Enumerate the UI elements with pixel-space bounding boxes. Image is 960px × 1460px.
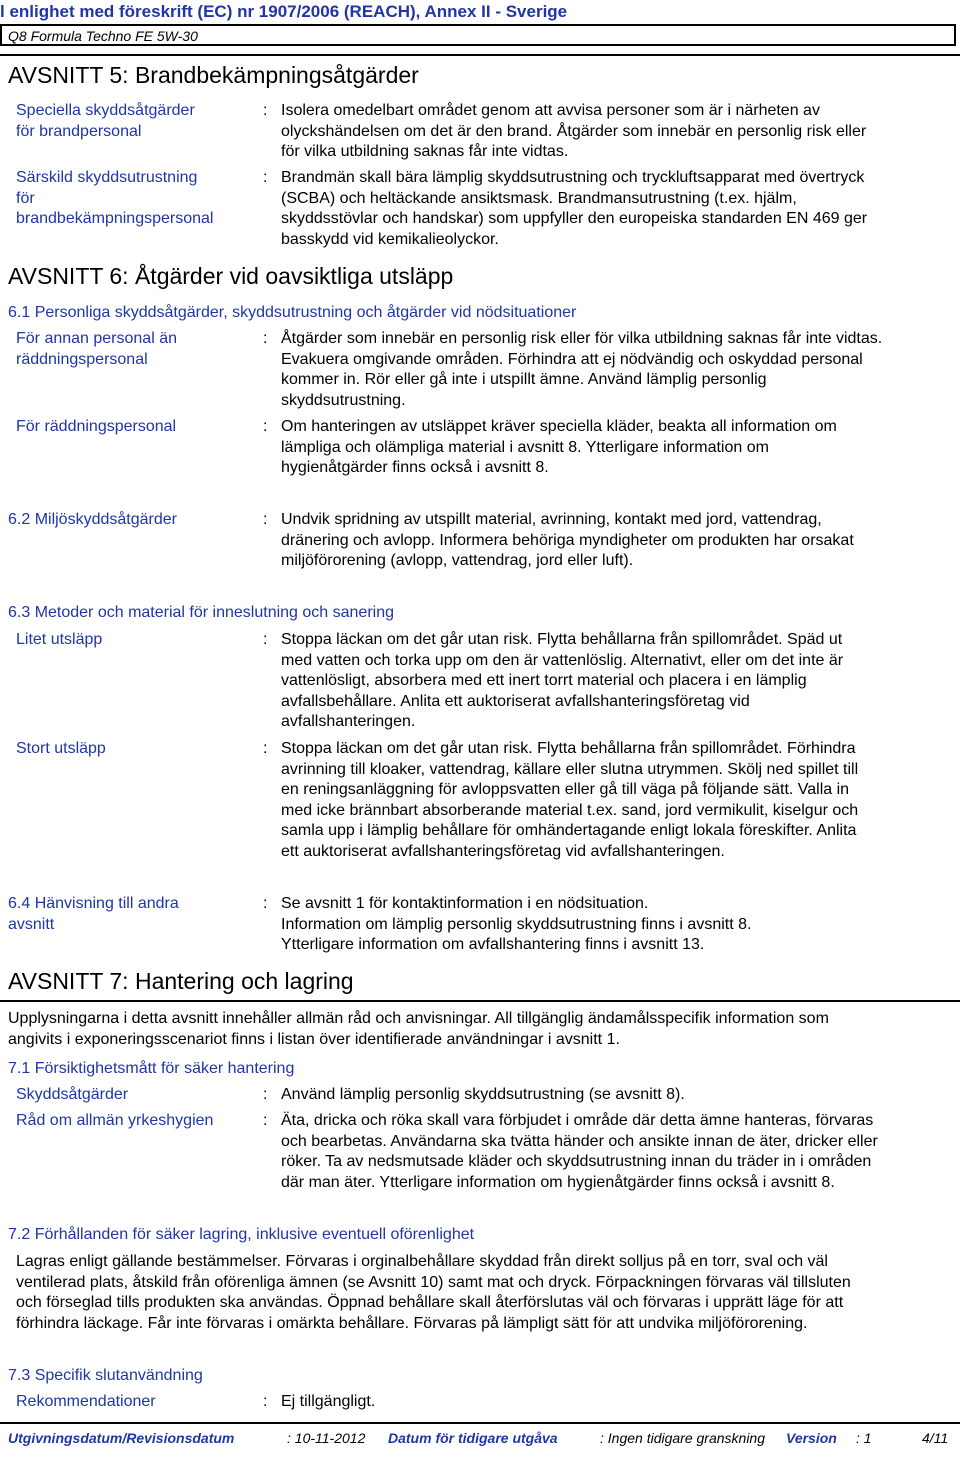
label-line: 6.4 Hänvisning till andra [8, 895, 179, 912]
text-line: Åtgärder som innebär en personlig risk eller för vilka utbildning saknas får inte vidtas. [281, 330, 883, 347]
text-line: avfallsbehållare. Anlita ett auktoriserat avfallshanteringsföretag vid [281, 692, 750, 710]
footer-version-label: Version [786, 1430, 837, 1446]
footer-previous-label: Datum för tidigare utgåva [388, 1430, 558, 1446]
text-line: förhindra läckage. Får inte förvaras i omärkta behållare. Förvaras på lämpligt sätt för att undvika miljöförorening. [16, 1314, 808, 1332]
text-line: avfallshanteringen. [281, 713, 416, 730]
section-divider [0, 1000, 960, 1002]
text-line: skyddsutrustning. [281, 391, 406, 409]
environmental-precautions-label [8, 510, 177, 531]
footer-divider [0, 1422, 960, 1424]
firefighter-equipment-label [16, 168, 213, 230]
fire-protection-label [16, 101, 195, 142]
product-name-box [0, 24, 956, 46]
text-line: dränering och avlopp. Informera behöriga myndigheter om produkten har orsakat [281, 531, 854, 549]
colon: : [263, 169, 268, 186]
text-line: Brandmän skall bära lämplig skyddsutrustning och tryckluftsapparat med övertryck [281, 169, 865, 186]
text-line: och förseglad tills produkten ska användas. Öppnad behållare skall återförslutas väl och förvaras i upprätt läge för att [16, 1294, 844, 1311]
text-line: Isolera omedelbart området genom att avvisa personer som är i närheten av [281, 102, 820, 119]
text-line: ett auktoriserat avfallshanteringsföretag vid avfallshanteringen. [281, 842, 725, 860]
text-line: Använd lämplig personlig skyddsutrustning (se avsnitt 8). [281, 1086, 685, 1103]
footer-date-label: Utgivningsdatum/Revisionsdatum [8, 1430, 235, 1446]
storage-conditions-text [16, 1252, 948, 1334]
text-line: ventilerad plats, åtskild från oförenliga ämnen (se Avsnitt 10) samt mat och dryck. Förpackningen förvaras väl tillsluten [16, 1273, 851, 1291]
label-line: Skyddsåtgärder [16, 1086, 129, 1103]
text-line: Se avsnitt 1 för kontaktinformation i en nödsituation. [281, 895, 649, 912]
protective-measures-label [16, 1085, 128, 1106]
text-line: en reningsanläggning för avloppsvatten eller gå till väga på följande sätt. Valla in [281, 781, 850, 798]
section-divider [0, 54, 960, 56]
footer-date-value: : 10-11-2012 [287, 1430, 366, 1446]
protective-measures-text [281, 1085, 953, 1106]
colon: : [263, 102, 268, 119]
label-line: För räddningspersonal [16, 418, 177, 435]
colon: : [263, 1086, 268, 1103]
large-spill-label [16, 739, 106, 760]
text-line: vattenlösligt, absorbera med ett inert torrt material och placera i en lämplig [281, 672, 807, 689]
text-line: där man äter. Ytterligare information om hygienåtgärder finns också i avsnitt 8. [281, 1173, 835, 1191]
text-line: angivits i exponeringsscenariot finns i listan över identifierade användningar i avsnitt 1. [8, 1030, 620, 1048]
text-line: Lagras enligt gällande bestämmelser. Förvaras i orginalbehållare skyddad från direkt solljus på en torr, sval och väl [16, 1253, 828, 1270]
footer-version-value: : 1 [856, 1430, 872, 1446]
label-line: För annan personal än [16, 330, 177, 347]
colon: : [263, 1393, 268, 1410]
text-line: avrinning till kloaker, vattendrag, källare eller slutna utrymmen. Skölj ned spillet till [281, 760, 859, 778]
reference-sections-label [8, 894, 179, 935]
text-line: Upplysningarna i detta avsnitt innehåller allmän råd och anvisningar. All tillgänglig ändamålsspecifik information som [8, 1010, 829, 1027]
text-line: skyddsstövlar och handskar) som uppfyller den europeiska standarden EN 469 ger [281, 210, 868, 227]
environmental-precautions-text [281, 510, 953, 572]
label-line: Råd om allmän yrkeshygien [16, 1112, 214, 1129]
text-line: Stoppa läckan om det går utan risk. Flytta behållarna från spillområdet. Späd ut [281, 631, 843, 648]
text-line: miljöförorening (avlopp, vattendrag, jord eller luft). [281, 552, 634, 569]
subsection-6-3-title: 6.3 Metoder och material för inneslutning och sanering [8, 604, 394, 621]
text-line: Om hanteringen av utsläppet kräver speciella kläder, beakta all information om [281, 418, 837, 435]
large-spill-text [281, 739, 953, 862]
section-6-title: AVSNITT 6: Åtgärder vid oavsiktliga utsläpp [8, 263, 454, 289]
text-line: för vilka utbildning saknas får inte vidtas. [281, 143, 569, 160]
colon: : [263, 895, 268, 912]
colon: : [263, 740, 268, 757]
hygiene-advice-label [16, 1111, 213, 1132]
fire-protection-text [281, 101, 953, 163]
non-emergency-personnel-label [16, 329, 177, 370]
text-line: Information om lämplig personlig skyddsutrustning finns i avsnitt 8. [281, 915, 752, 933]
subsection-7-2-title: 7.2 Förhållanden för säker lagring, inklusive eventuell oförenlighet [8, 1226, 475, 1243]
label-line: för brandpersonal [16, 122, 142, 140]
text-line: olyckshändelsen om det är den brand. Åtgärder som innebär en personlig risk eller [281, 122, 867, 140]
emergency-responders-text [281, 417, 953, 479]
small-spill-label [16, 630, 102, 651]
colon: : [263, 631, 268, 648]
text-line: basskydd vid kemikalieolyckor. [281, 230, 499, 248]
label-line: avsnitt [8, 915, 55, 933]
text-line: samla upp i lämplig behållare för omhändertagande enligt lokala föreskifter. Anlita [281, 822, 857, 839]
label-line: Speciella skyddsåtgärder [16, 102, 195, 119]
footer-page-number: 4/11 [922, 1430, 949, 1446]
section-7-intro [8, 1009, 948, 1050]
subsection-7-1-title: 7.1 Försiktighetsmått för säker hantering [8, 1060, 295, 1077]
text-line: hygienåtgärder finns också i avsnitt 8. [281, 459, 549, 476]
non-emergency-personnel-text [281, 329, 953, 411]
section-5-title: AVSNITT 5: Brandbekämpningsåtgärder [8, 62, 419, 88]
recommendations-label: Rekommendationer [16, 1393, 156, 1410]
reference-sections-text [281, 894, 953, 956]
product-name: Q8 Formula Techno FE 5W-30 [8, 28, 198, 44]
label-line: Litet utsläpp [16, 631, 103, 648]
text-line: Evakuera omgivande områden. Förhindra att ej nödvändig och oskyddad personal [281, 350, 863, 368]
text-line: med vatten och torka upp om den är vattenlöslig. Alternativt, eller om det inte är [281, 651, 844, 669]
text-line: (SCBA) och heltäckande ansiktsmask. Brandmansutrustning (t.ex. hjälm, [281, 189, 797, 207]
label-line: 6.2 Miljöskyddsåtgärder [8, 511, 177, 528]
label-line: brandbekämpningspersonal [16, 210, 214, 227]
colon: : [263, 330, 268, 347]
text-line: Äta, dricka och röka skall vara förbjudet i område där detta ämne hanteras, förvaras [281, 1112, 874, 1129]
label-line: Särskild skyddsutrustning [16, 169, 198, 186]
document-header-title: l enlighet med föreskrift (EC) nr 1907/2006 (REACH), Annex II - Sverige [0, 2, 568, 21]
colon: : [263, 1112, 268, 1129]
text-line: med icke brännbart absorberande material t.ex. sand, jord vermikulit, kiselgur och [281, 801, 859, 819]
text-line: kommer in. Rör eller gå inte i utspillt ämne. Använd lämplig personlig [281, 371, 767, 388]
text-line: och bearbetas. Användarna ska tvätta händer och ansikte innan de äter, dricker eller [281, 1132, 878, 1150]
firefighter-equipment-text [281, 168, 953, 250]
text-line: Ytterligare information om avfallshantering finns i avsnitt 13. [281, 936, 705, 953]
text-line: Undvik spridning av utspillt material, avrinning, kontakt med jord, vattendrag, [281, 511, 822, 528]
text-line: lämpliga och olämpliga material i avsnitt 8. Ytterligare information om [281, 438, 769, 456]
colon: : [263, 418, 268, 435]
recommendations-value: Ej tillgängligt. [281, 1393, 376, 1410]
small-spill-text [281, 630, 953, 733]
text-line: röker. Ta av nedsmutsade kläder och skyddsutrustning innan du träder in i områden [281, 1153, 872, 1170]
footer-previous-value: : Ingen tidigare granskning [600, 1430, 765, 1446]
section-7-title: AVSNITT 7: Hantering och lagring [8, 968, 354, 994]
label-line: räddningspersonal [16, 350, 148, 368]
label-line: Stort utsläpp [16, 740, 106, 757]
colon: : [263, 511, 268, 528]
subsection-7-3-title: 7.3 Specifik slutanvändning [8, 1367, 203, 1384]
subsection-6-1-title: 6.1 Personliga skyddsåtgärder, skyddsutrustning och åtgärder vid nödsituationer [8, 304, 577, 321]
hygiene-advice-text [281, 1111, 953, 1193]
text-line: Stoppa läckan om det går utan risk. Flytta behållarna från spillområdet. Förhindra [281, 740, 856, 757]
label-line: för [16, 189, 35, 207]
emergency-responders-label [16, 417, 176, 438]
